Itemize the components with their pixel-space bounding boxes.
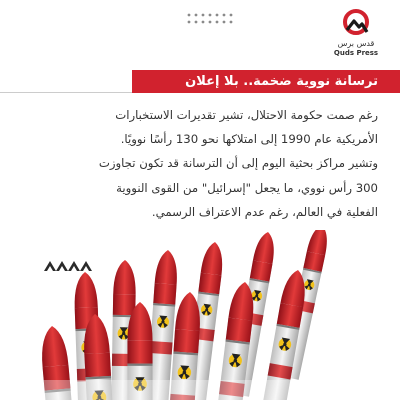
headline-divider: [0, 92, 132, 93]
headline-banner: ترسانة نووية ضخمة.. بلا إعلان: [132, 70, 400, 93]
brand-logo[interactable]: [326, 8, 386, 58]
body-paragraph: [22, 103, 378, 224]
body-line: وتشير مراكز بحثية اليوم إلى أن الترسانة قد تكون تجاوزت: [98, 156, 378, 171]
dot-grid-decoration: [186, 12, 236, 26]
body-line: الأمريكية عام 1990 إلى امتلاكها نحو 130 رأسًا نوويًا.: [120, 132, 378, 147]
nuclear-missiles-illustration: [0, 230, 400, 400]
body-line: 300 رأس نووي، ما يجعل "إسرائيل" من القوى النووية: [116, 180, 378, 195]
q-logo-icon: [340, 8, 372, 38]
brand-name-english: Quds Press: [333, 49, 379, 57]
body-line: الفعلية في العالم، رغم عدم الاعتراف الرسمي.: [151, 204, 378, 219]
body-line: رغم صمت حكومة الاحتلال، تشير تقديرات الاستخبارات: [115, 108, 378, 122]
brand-name-arabic: قدس برس: [337, 39, 375, 48]
